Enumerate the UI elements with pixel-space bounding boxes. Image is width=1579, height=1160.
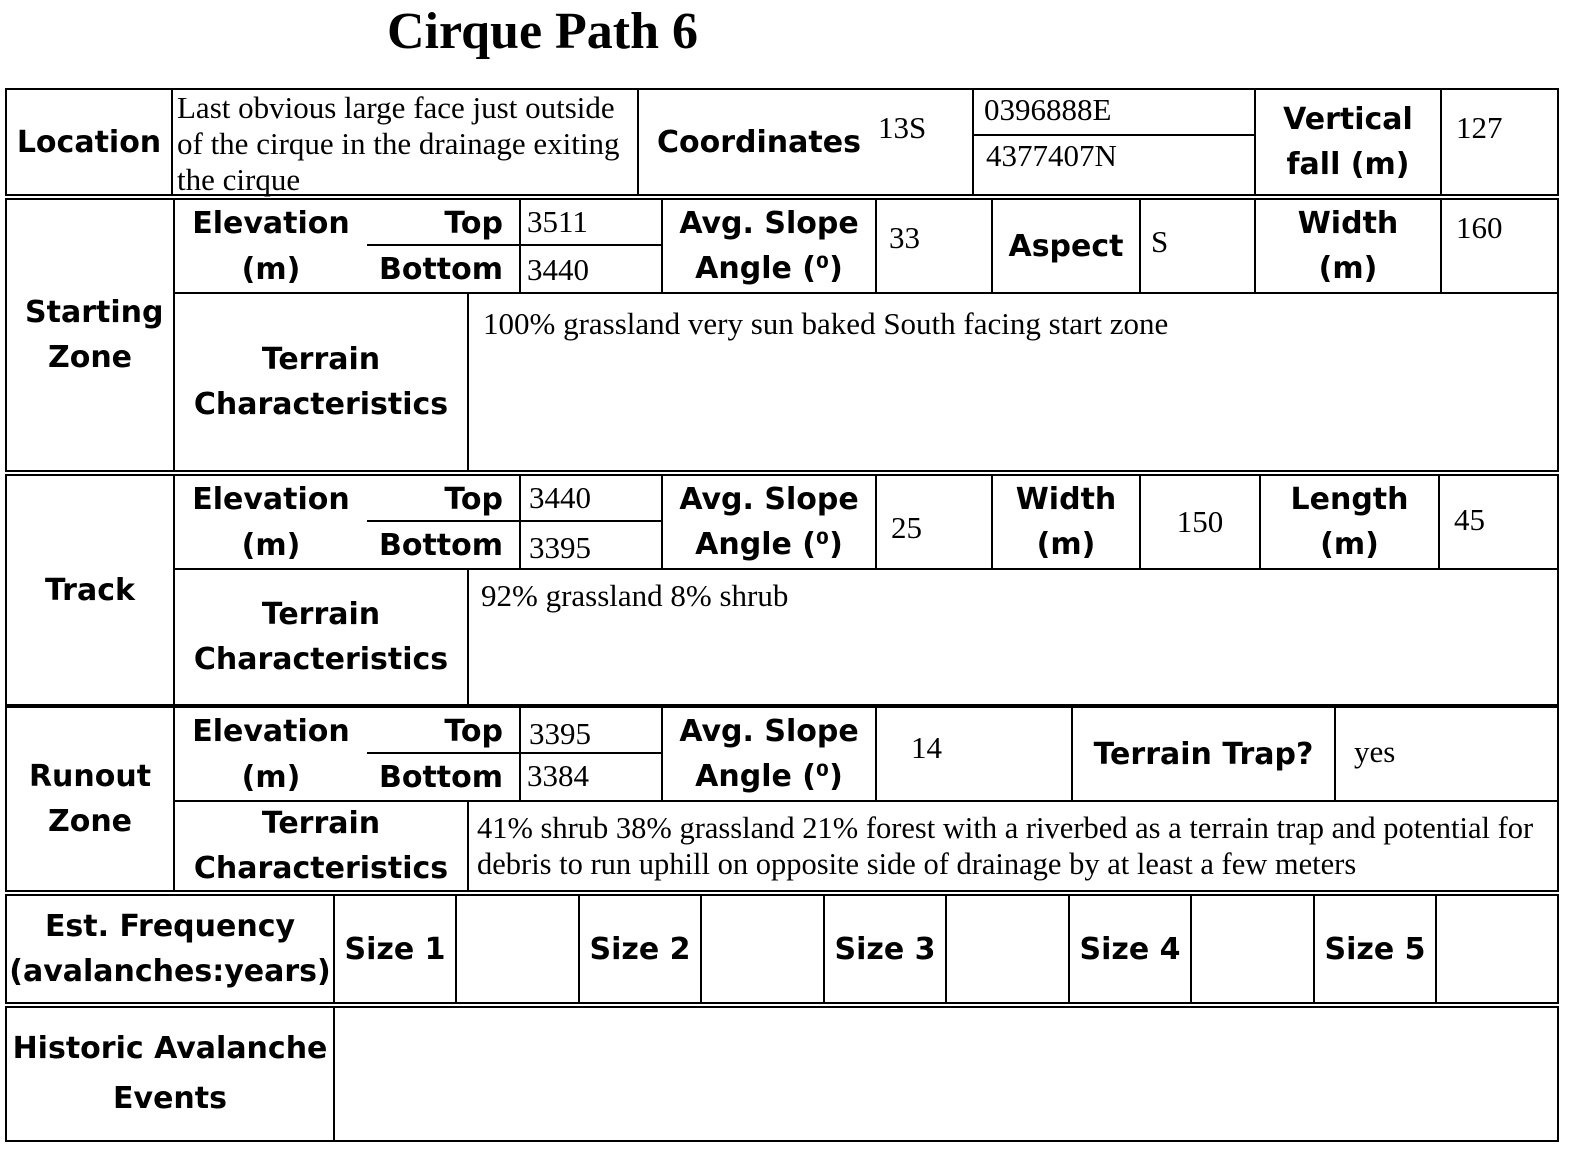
track-terrain-value: 92% grassland 8% shrub	[467, 568, 1559, 706]
starting-width-value: 160	[1440, 198, 1559, 294]
starting-top-value: 3511	[519, 198, 663, 246]
size-5-label	[1313, 894, 1437, 1004]
aspect-value: S	[1139, 198, 1256, 294]
size-3-label	[823, 894, 947, 1004]
size-5-label-text: Size 5	[1324, 931, 1426, 967]
starting-terrain-label-1: Terrain	[261, 342, 381, 377]
track-width-value: 150	[1139, 474, 1261, 570]
page-title: Cirque Path 6	[386, 3, 699, 60]
starting-width-label-1: Width	[1297, 206, 1399, 241]
runout-slope-label	[661, 706, 877, 802]
size-2-label-text: Size 2	[589, 931, 691, 967]
runout-elevation-unit: (m)	[241, 759, 301, 795]
track-bottom-label: Bottom	[378, 527, 503, 563]
track-slope-label-1: Avg. Slope	[679, 482, 859, 517]
size-2-label	[578, 894, 702, 1004]
track-length-label-1: Length	[1290, 482, 1409, 517]
coordinates-label-text: Coordinates	[657, 124, 861, 160]
size-4-label	[1068, 894, 1192, 1004]
starting-elevation-label: Elevation	[192, 205, 350, 241]
track-width-label	[991, 474, 1141, 570]
starting-terrain-label	[173, 292, 469, 472]
terrain-trap-label	[1071, 706, 1336, 802]
track-terrain-label	[173, 568, 469, 706]
runout-terrain-label-2: Characteristics	[193, 851, 449, 886]
vertical-fall-label	[1254, 88, 1442, 196]
size-4-value	[1190, 894, 1315, 1004]
starting-slope-label-2: Angle (⁰)	[695, 251, 843, 286]
vertical-fall-label-text: Vertical fall (m)	[1283, 102, 1413, 182]
historic-label	[5, 1006, 335, 1142]
runout-slope-label-1: Avg. Slope	[679, 714, 859, 749]
runout-zone-label-text: Runout Zone	[28, 759, 152, 839]
size-5-value	[1435, 894, 1559, 1004]
starting-slope-label	[661, 198, 877, 294]
starting-elevation-unit: (m)	[241, 251, 301, 287]
size-3-value	[945, 894, 1070, 1004]
runout-terrain-label-1: Terrain	[261, 806, 381, 841]
location-label-text: Location	[16, 124, 162, 160]
track-length-label-2: (m)	[1320, 527, 1379, 562]
starting-slope-value: 33	[875, 198, 993, 294]
runout-top-label: Top	[444, 713, 503, 749]
starting-slope-label-1: Avg. Slope	[679, 206, 859, 241]
track-top-label: Top	[444, 481, 503, 517]
starting-width-label-2: (m)	[1318, 251, 1378, 286]
track-terrain-label-2: Characteristics	[193, 642, 449, 677]
starting-width-label	[1254, 198, 1442, 294]
terrain-trap-value: yes	[1334, 706, 1559, 802]
size-1-label	[333, 894, 457, 1004]
aspect-label	[991, 198, 1141, 294]
track-slope-value: 25	[875, 474, 993, 570]
frequency-label-1: Est. Frequency	[44, 909, 296, 944]
starting-terrain-label-2: Characteristics	[193, 387, 449, 422]
coordinates-divider	[974, 134, 1254, 136]
runout-top-value: 3395	[519, 706, 663, 754]
runout-zone-label	[5, 706, 175, 892]
size-3-label-text: Size 3	[834, 931, 936, 967]
runout-slope-value: 14	[875, 706, 1073, 802]
track-elevation-unit: (m)	[241, 527, 301, 563]
track-width-label-2: (m)	[1036, 527, 1096, 562]
track-length-value: 45	[1438, 474, 1559, 570]
starting-zone-label-text: Starting Zone	[25, 295, 164, 375]
historic-value	[333, 1006, 1559, 1142]
runout-bottom-value: 3384	[519, 752, 663, 802]
terrain-trap-label-text: Terrain Trap?	[1093, 736, 1314, 772]
historic-label-1: Historic Avalanche	[12, 1031, 328, 1066]
runout-bottom-label: Bottom	[378, 759, 503, 795]
track-label-text: Track	[45, 572, 135, 608]
runout-slope-label-2: Angle (⁰)	[695, 759, 843, 794]
starting-zone-label	[5, 198, 175, 472]
runout-terrain-label	[173, 800, 469, 892]
location-label	[5, 88, 173, 196]
starting-bottom-value: 3440	[519, 244, 663, 294]
track-label	[5, 474, 175, 706]
vertical-fall-value: 127	[1440, 88, 1559, 196]
track-width-label-1: Width	[1015, 482, 1117, 517]
track-terrain-label-1: Terrain	[261, 597, 381, 632]
easting-value: 0396888E	[984, 92, 1112, 127]
location-value: Last obvious large face just outside of the cirque in the drainage exiting the cirque	[171, 88, 639, 196]
starting-bottom-label: Bottom	[378, 251, 503, 287]
northing-value: 4377407N	[986, 138, 1117, 173]
size-4-label-text: Size 4	[1079, 931, 1181, 967]
track-bottom-value: 3395	[519, 520, 663, 570]
frequency-label	[5, 894, 335, 1004]
starting-terrain-value: 100% grassland very sun baked South facing start zone	[467, 292, 1559, 472]
historic-label-2: Events	[113, 1081, 227, 1116]
track-length-label	[1259, 474, 1440, 570]
frequency-label-2: (avalanches:years)	[9, 954, 331, 989]
starting-top-label: Top	[444, 205, 503, 241]
runout-terrain-value: 41% shrub 38% grassland 21% forest with a riverbed as a terrain trap and potential for debris to run uphill on opposite side of drainage by at least a few meters	[467, 800, 1559, 892]
size-1-label-text: Size 1	[344, 931, 446, 967]
size-1-value	[455, 894, 580, 1004]
size-2-value	[700, 894, 825, 1004]
track-elevation-label: Elevation	[192, 481, 350, 517]
track-slope-label	[661, 474, 877, 570]
track-slope-label-2: Angle (⁰)	[695, 527, 843, 562]
aspect-label-text: Aspect	[1008, 228, 1124, 264]
utm-zone: 13S	[878, 110, 927, 145]
track-top-value: 3440	[519, 474, 663, 522]
runout-elevation-label: Elevation	[192, 713, 350, 749]
